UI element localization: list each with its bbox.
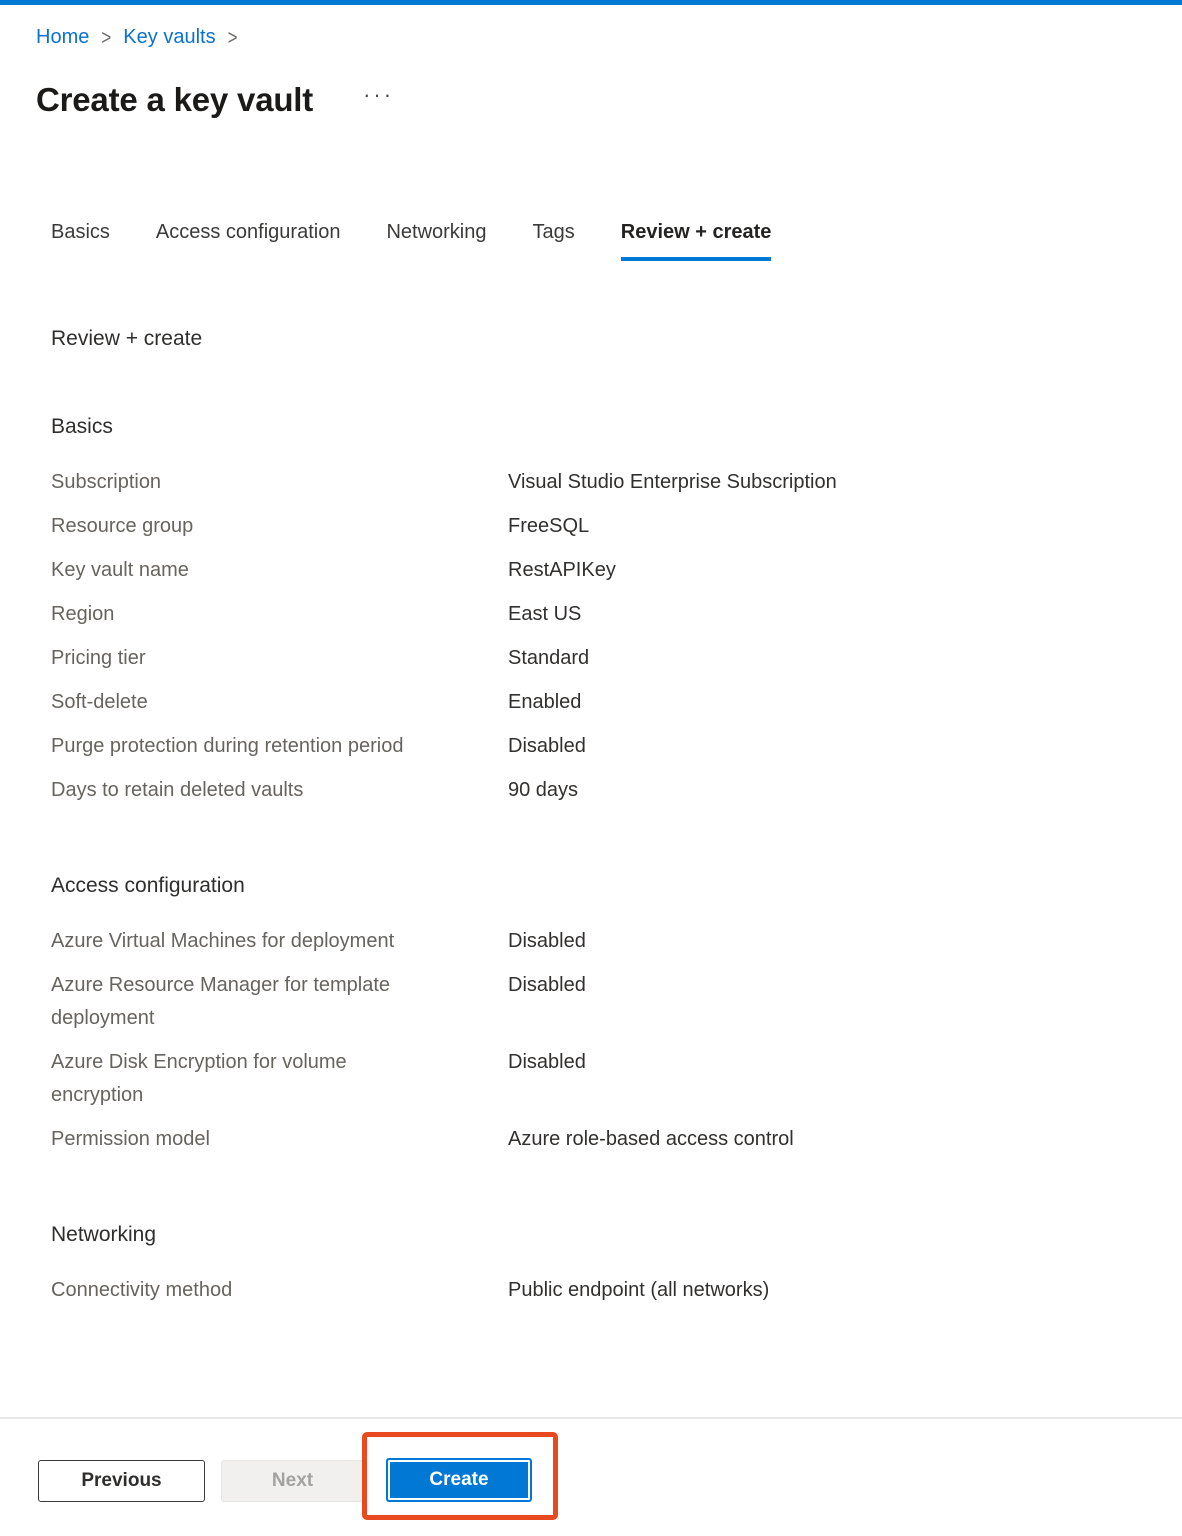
summary-row: [51, 774, 1146, 807]
row-label: Permission model: [51, 1128, 210, 1150]
review-create-heading: Review + create: [51, 327, 203, 350]
summary-row: [51, 598, 1146, 631]
row-label: Purge protection during retention period: [51, 735, 404, 757]
row-label: Azure Disk Encryption for volume encryption: [51, 1051, 347, 1106]
row-label: Resource group: [51, 515, 194, 537]
row-label: Azure Virtual Machines for deployment: [51, 930, 395, 952]
tab-networking[interactable]: Networking: [386, 221, 487, 243]
row-value: FreeSQL: [508, 515, 590, 537]
row-label: Days to retain deleted vaults: [51, 779, 304, 801]
section-access-configuration: [51, 872, 1146, 1156]
summary-row: [51, 730, 1146, 763]
row-value: Enabled: [508, 691, 582, 713]
summary-row: [51, 554, 1146, 587]
networking-summary-list: [51, 1274, 1146, 1307]
row-value: Disabled: [508, 1051, 586, 1073]
create-button[interactable]: Create: [386, 1458, 532, 1502]
row-value: Disabled: [508, 974, 586, 996]
tab-tags[interactable]: Tags: [532, 221, 575, 243]
next-button[interactable]: Next: [221, 1460, 364, 1502]
summary-row: [51, 642, 1146, 675]
basics-summary-list: [51, 466, 1146, 807]
top-accent-bar: [0, 0, 1182, 5]
tab-review-create[interactable]: Review + create: [621, 220, 772, 261]
row-label: Pricing tier: [51, 647, 146, 669]
section-title-basics: Basics: [51, 415, 113, 438]
previous-button[interactable]: Previous: [38, 1460, 205, 1502]
row-label: Subscription: [51, 471, 162, 493]
row-value: Public endpoint (all networks): [508, 1279, 770, 1301]
row-value: Disabled: [508, 930, 586, 952]
row-value: Standard: [508, 647, 590, 669]
page-header: [36, 78, 1146, 122]
page-title: Create a key vault: [36, 81, 314, 118]
row-value: Azure role-based access control: [508, 1128, 794, 1150]
row-value: East US: [508, 603, 582, 625]
row-label: Azure Resource Manager for template deployment: [51, 974, 391, 1029]
breadcrumb-link-home[interactable]: Home: [36, 25, 90, 48]
footer-divider: [0, 1417, 1182, 1419]
more-options-icon[interactable]: ···: [363, 82, 395, 107]
row-value: Disabled: [508, 735, 586, 757]
summary-row: [51, 1274, 1146, 1307]
row-label: Key vault name: [51, 559, 189, 581]
summary-row: [51, 925, 1146, 958]
breadcrumb-link-key-vaults[interactable]: Key vaults: [123, 25, 216, 48]
summary-row: [51, 1046, 1146, 1112]
breadcrumb: [36, 22, 1146, 52]
tab-bar: [51, 220, 1146, 261]
row-value: RestAPIKey: [508, 559, 616, 581]
summary-row: [51, 1123, 1146, 1156]
tab-access-configuration[interactable]: Access configuration: [155, 221, 341, 243]
section-title-networking: Networking: [51, 1223, 157, 1246]
summary-row: [51, 969, 1146, 1035]
row-label: Region: [51, 603, 115, 625]
summary-row: [51, 466, 1146, 499]
breadcrumb-chevron-icon: >: [101, 25, 112, 49]
summary-row: [51, 686, 1146, 719]
section-title-access-configuration: Access configuration: [51, 874, 245, 897]
summary-row: [51, 510, 1146, 543]
row-value: 90 days: [508, 779, 579, 801]
section-networking: [51, 1221, 1146, 1307]
access-configuration-summary-list: [51, 925, 1146, 1156]
section-basics: [51, 413, 1146, 807]
row-label: Soft-delete: [51, 691, 148, 713]
row-value: Visual Studio Enterprise Subscription: [508, 471, 837, 493]
tab-basics[interactable]: Basics: [51, 221, 110, 243]
breadcrumb-chevron-icon: >: [227, 25, 238, 49]
row-label: Connectivity method: [51, 1279, 233, 1301]
